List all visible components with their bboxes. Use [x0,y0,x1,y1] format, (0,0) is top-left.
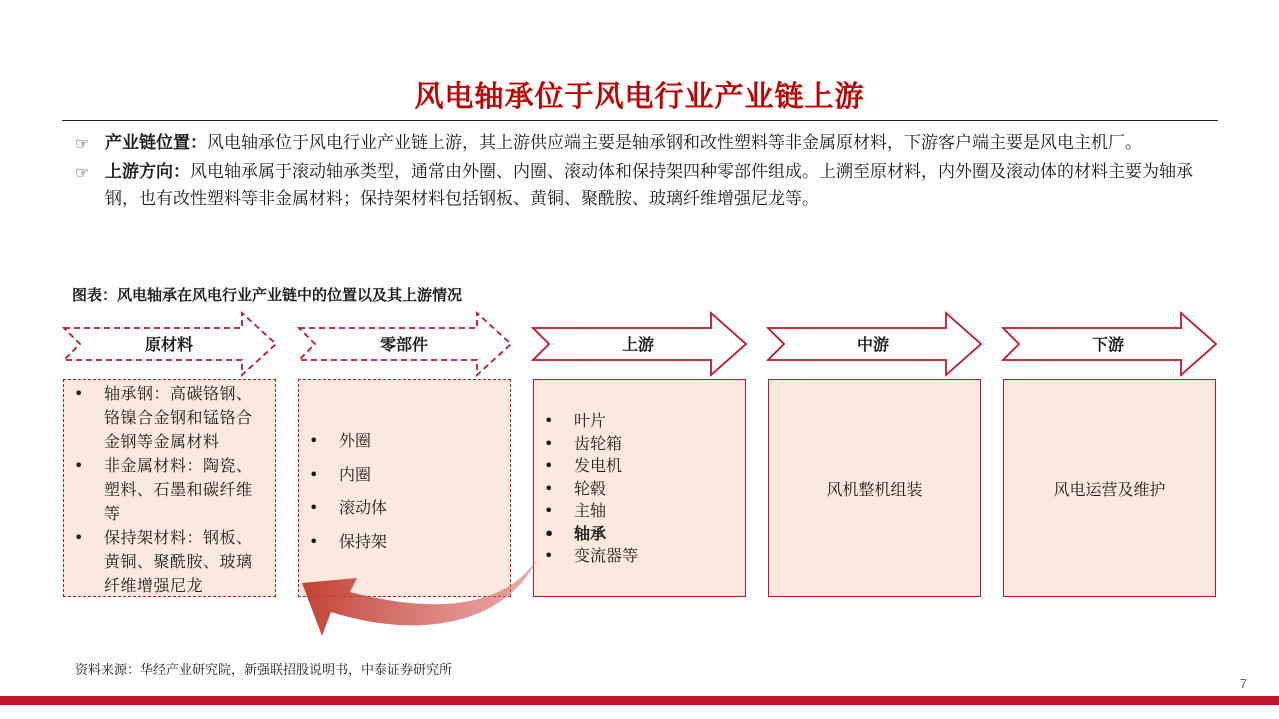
list-item: • 变流器等 [534,545,745,568]
stage-label-upstream: 上游 [621,335,654,354]
list-item: • 滚动体 [299,496,510,520]
list-item: • 轮毂 [534,478,745,501]
list-item-bearing: • 轴承 [534,523,745,546]
list-item: • 外圈 [299,429,510,453]
bullet-text: 风电轴承位于风电行业产业链上游，其上游供应端主要是轴承钢和改性塑料等非金属原材料，下游客户端主要是风电主机厂。 [207,133,1142,153]
stage-label-components: 零部件 [379,335,428,354]
list-item: • 非金属材料：陶瓷、塑料、石墨和碳纤维等 [64,454,275,526]
source-note: 资料来源：华经产业研究院，新强联招股说明书，中泰证券研究所 [75,663,453,678]
list-item: • 齿轮箱 [534,433,745,456]
list-item: • 内圈 [299,463,510,487]
list-item: • 保持架 [299,530,510,554]
page-number: 7 [1239,676,1247,691]
bearing-to-materials-arrow [302,558,538,636]
downstream-text: 风电运营及维护 [1053,479,1166,499]
pointing-hand-icon: ☞ [75,134,90,153]
midstream-text: 风机整机组装 [826,479,923,499]
pointing-hand-icon: ☞ [75,163,90,182]
page-title: 风电轴承位于风电行业产业链上游 [414,79,865,113]
bullet-heading: 产业链位置： [105,133,207,153]
figure-caption: 图表：风电轴承在风电行业产业链中的位置以及其上游情况 [72,286,463,304]
list-item: • 保持架材料：钢板、黄铜、聚酰胺、玻璃纤维增强尼龙 [64,526,275,598]
bullet-text: 风电轴承属于滚动轴承类型，通常由外圈、内圈、滚动体和保持架四种零部件组成。上溯至原材料，内外圈及滚动体的材料主要为轴承钢，也有改性塑料等非金属材料；保持架材料包括钢板、黄铜、聚酰胺、玻璃纤维增强尼龙等。 [105,162,1193,209]
stage-label-raw-materials: 原材料 [144,335,193,354]
list-item: • 叶片 [534,410,745,433]
footer-bar [0,696,1279,705]
list-item: • 发电机 [534,455,745,478]
list-item: • 主轴 [534,500,745,523]
stage-label-midstream: 中游 [856,335,889,354]
stage-label-downstream: 下游 [1091,335,1124,354]
list-item: • 轴承钢：高碳铬钢、铬镍合金钢和锰铬合金钢等金属材料 [64,382,275,454]
bullet-heading: 上游方向： [105,162,190,182]
